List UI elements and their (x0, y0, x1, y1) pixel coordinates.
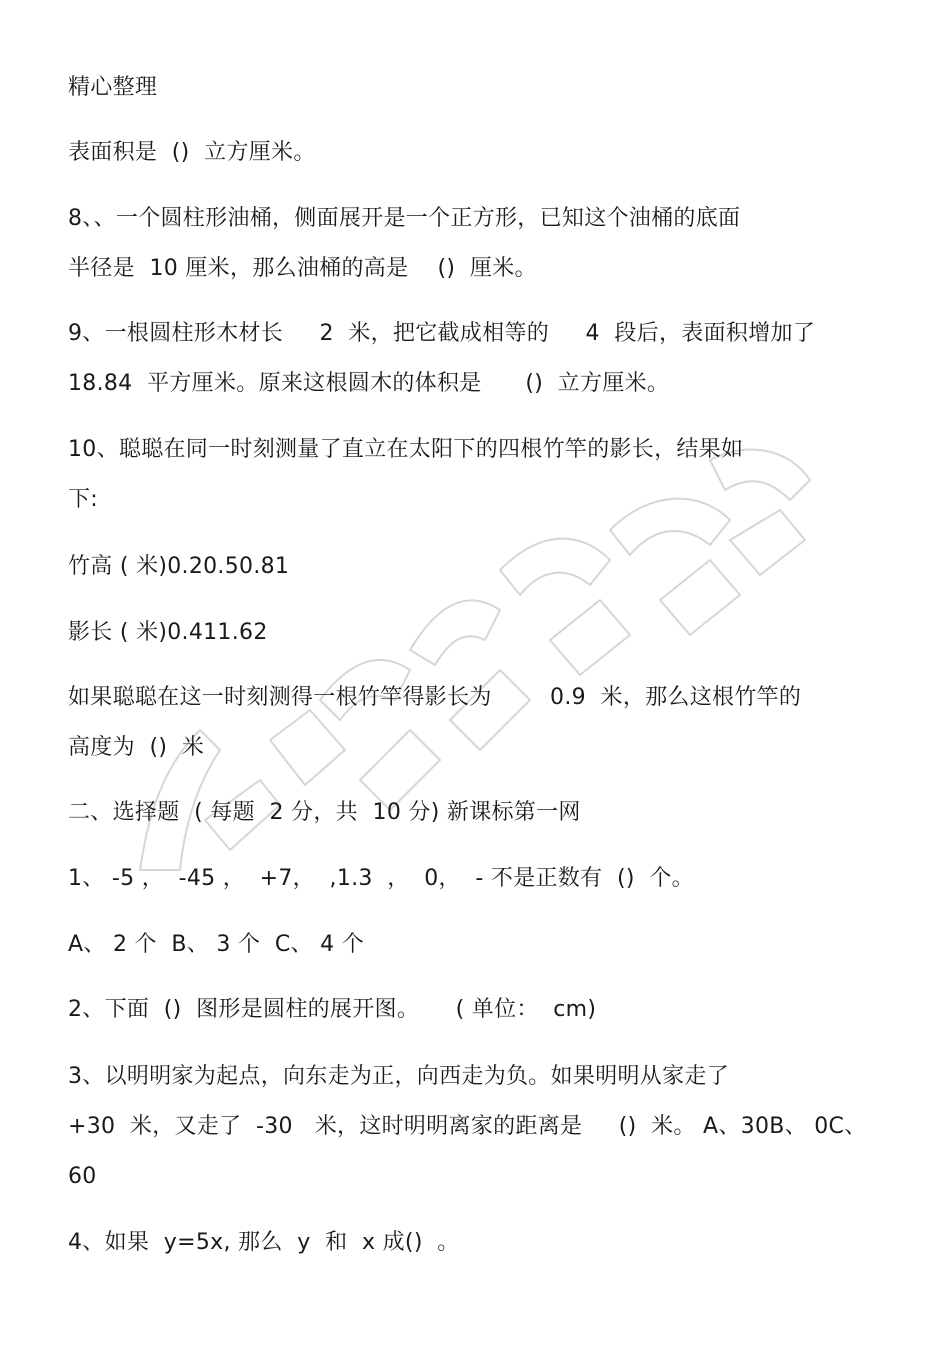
text-line-6: 10、聪聪在同一时刻测量了直立在太阳下的四根竹竿的影长，结果如 (68, 437, 744, 462)
text-line-3: 半径是 10 厘米，那么油桶的高是 () 厘米。 (68, 256, 537, 281)
text-line-8: 竹高 ( 米)0.20.50.81 (68, 554, 290, 579)
watermark-stamp (110, 400, 830, 920)
text-line-7: 下: (68, 487, 99, 512)
text-line-5: 18.84 平方厘米。原来这根圆木的体积是 () 立方厘米。 (68, 371, 670, 396)
text-line-16: 3、以明明家为起点，向东走为正，向西走为负。如果明明从家走了 (68, 1064, 729, 1089)
text-line-18: 60 (68, 1164, 97, 1189)
text-line-1: 表面积是 () 立方厘米。 (68, 140, 316, 165)
text-line-15: 2、下面 () 图形是圆柱的展开图。 ( 单位： cm) (68, 997, 597, 1022)
text-line-10: 如果聪聪在这一时刻测得一根竹竿得影长为 0.9 米，那么这根竹竿的 (68, 685, 802, 710)
text-line-4: 9、一根圆柱形木材长 2 米，把它截成相等的 4 段后，表面积增加了 (68, 321, 816, 346)
text-line-17: +30 米，又走了 -30 米，这时明明离家的距离是 () 米。 A、30B、 0C、 (68, 1114, 867, 1139)
text-line-14: A、 2 个 B、 3 个 C、 4 个 (68, 932, 365, 957)
page-header-title: 精心整理 (68, 75, 158, 100)
text-line-19: 4、如果 y=5x, 那么 y 和 x 成() 。 (68, 1230, 460, 1255)
text-line-12: 二、选择题 ( 每题 2 分，共 10 分) 新课标第一网 (68, 800, 581, 825)
text-line-11: 高度为 () 米 (68, 735, 205, 760)
text-line-2: 8、、一个圆柱形油桶，侧面展开是一个正方形，已知这个油桶的底面 (68, 206, 741, 231)
text-line-9: 影长 ( 米)0.411.62 (68, 620, 268, 645)
text-line-13: 1、 -5 ， -45 ， +7， ,1.3 ， 0， - 不是正数有 () 个。 (68, 866, 694, 891)
